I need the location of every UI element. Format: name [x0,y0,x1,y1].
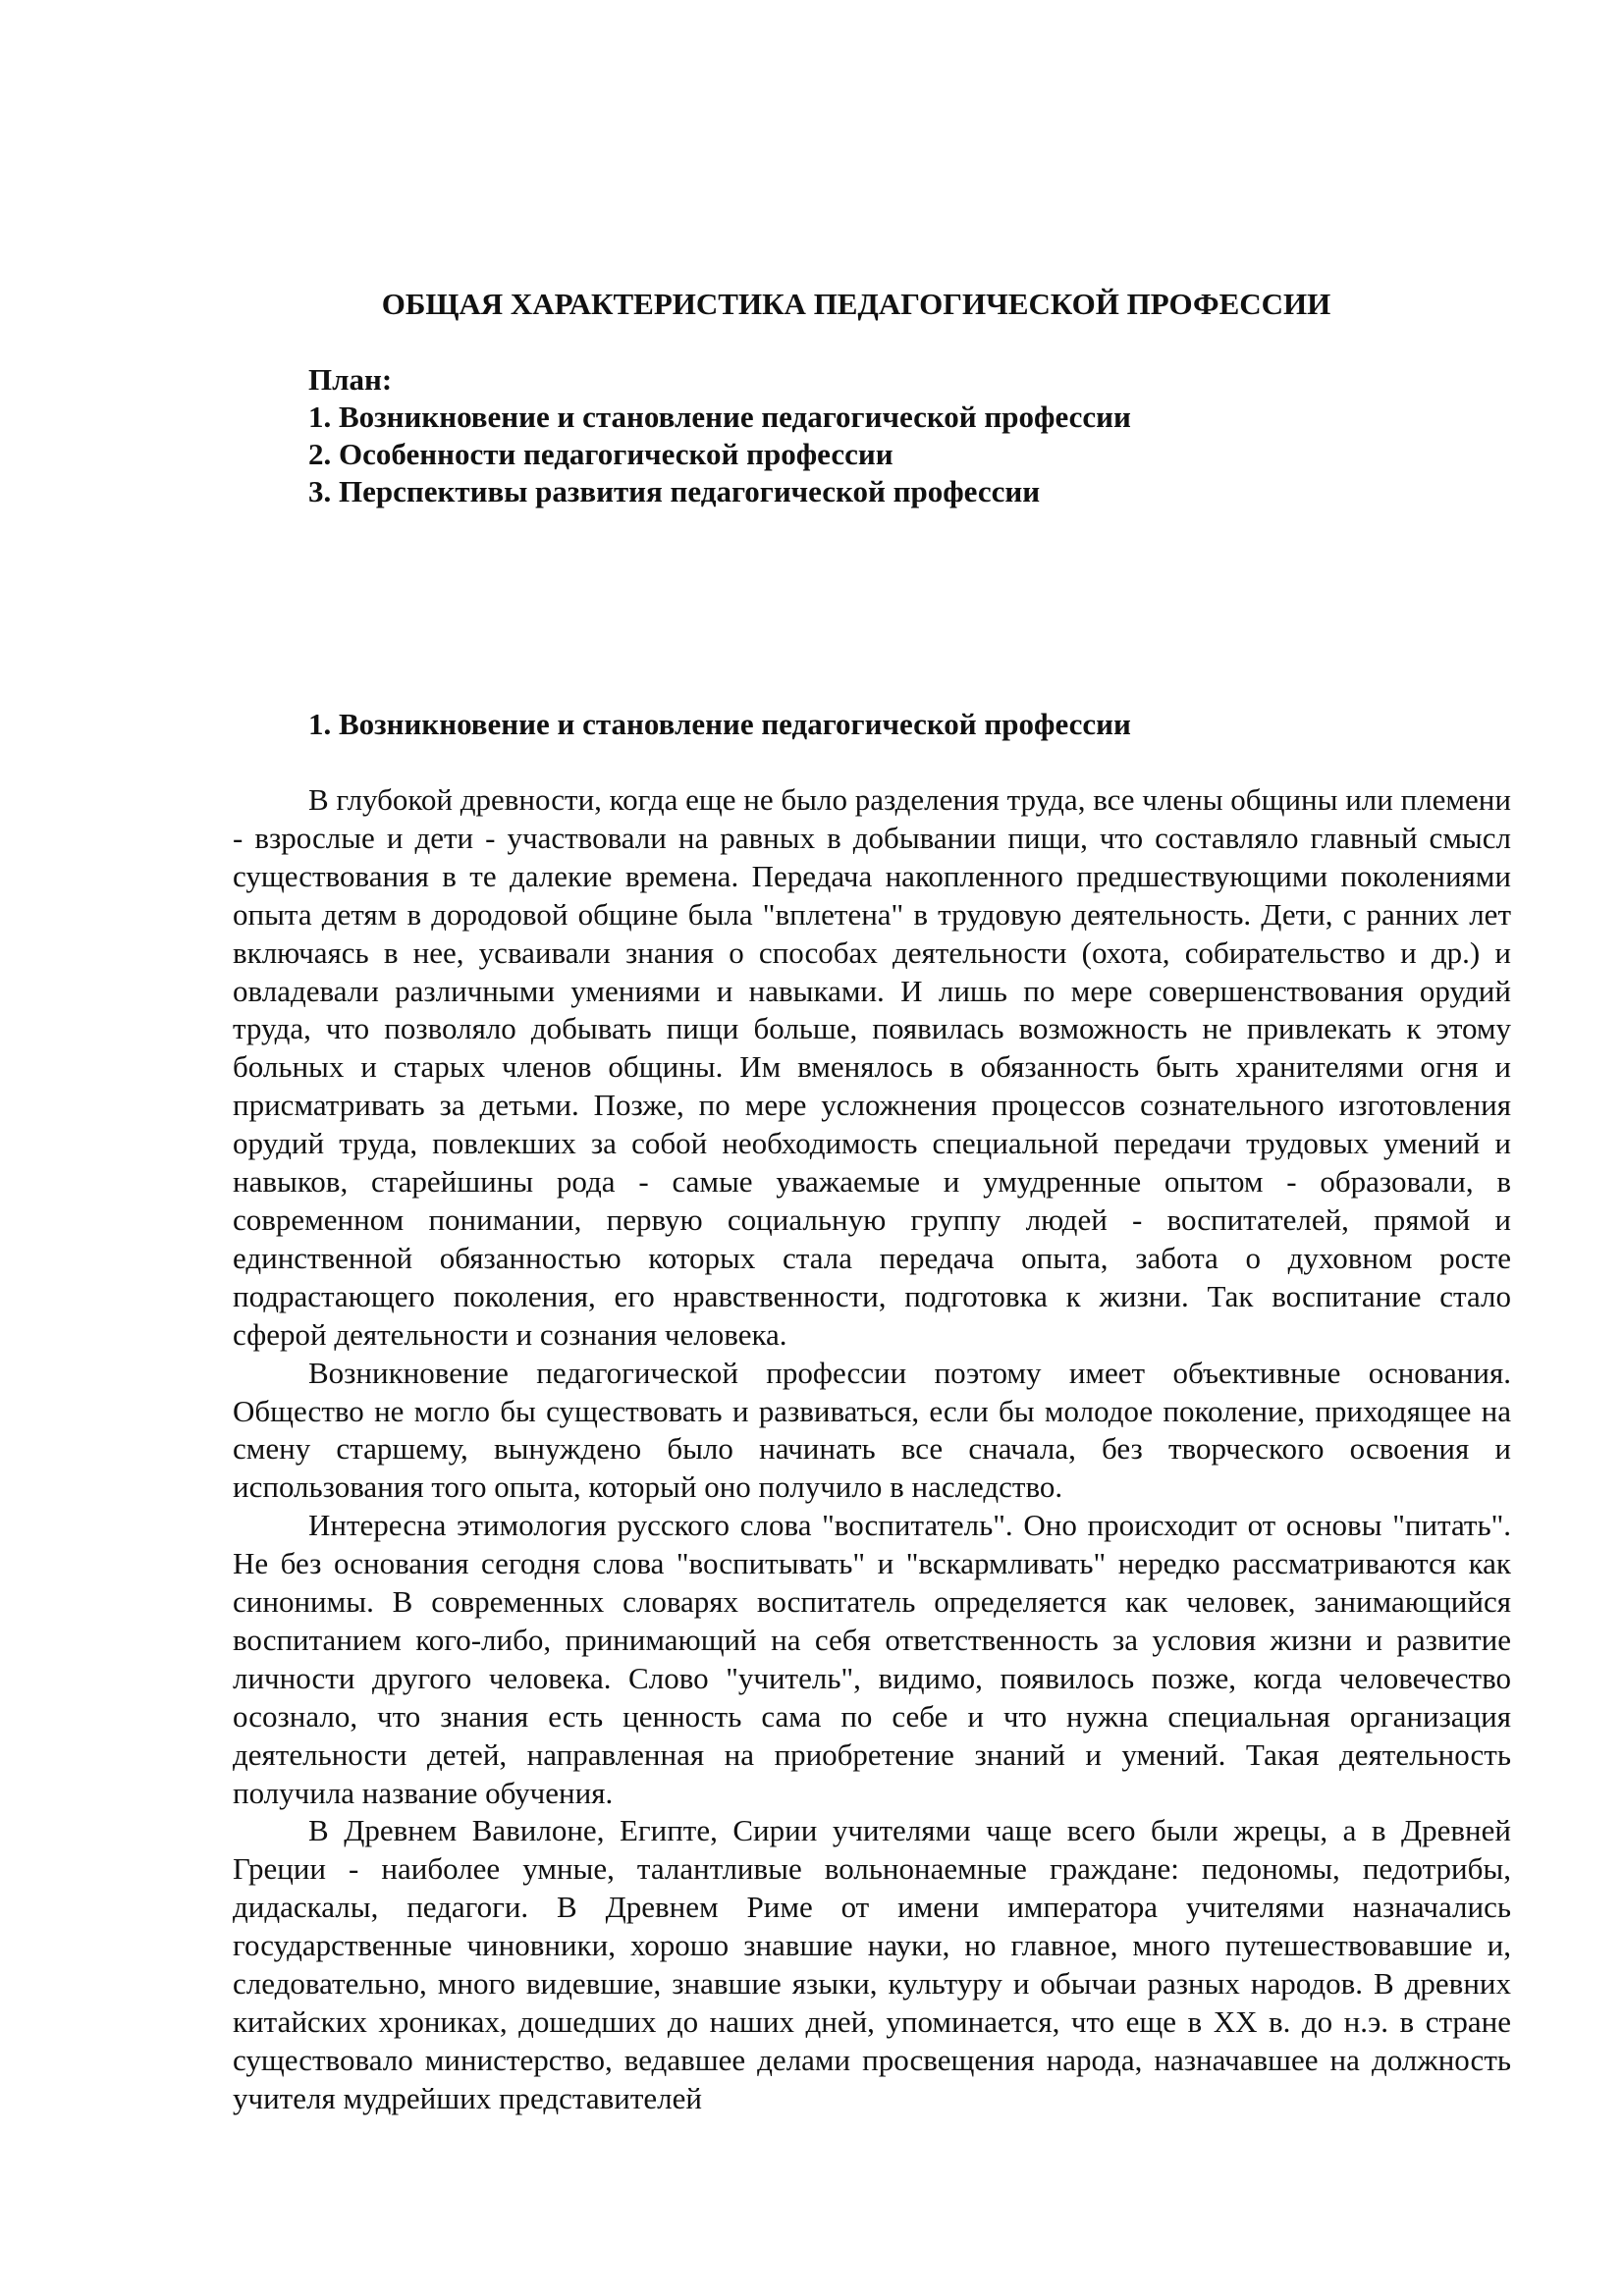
plan-block [308,361,1487,510]
body-paragraph: Возникновение педагогической профессии поэтому имеет объективные основания. Общество не могло бы существовать и развиваться, если бы молодое поколение, приходящее на смену старшему, вынуждено было начинать все сначала, без творческого освоения и использования того опыта, который оно получило в наследство. [233,1355,1511,1505]
document-title: ОБЩАЯ ХАРАКТЕРИСТИКА ПЕДАГОГИЧЕСКОЙ ПРОФЕССИИ [381,287,1331,321]
body-paragraph: Интересна этимология русского слова "воспитатель". Оно происходит от основы "питать". Не без основания сегодня слова "воспитывать" и "вскармливать" нередко рассматриваются как синонимы. В современных словарях воспитатель определяется как человек, занимающийся воспитанием кого-либо, принимающий на себя ответственность за условия жизни и развитие личности другого человека. Слово "учитель", видимо, появилось позже, когда человечество осознало, что знания есть ценность сама по себе и что нужна специальная организация деятельности детей, направленная на приобретение знаний и умений. Такая деятельность получила название обучения. [233,1508,1511,1810]
body-paragraph: В глубокой древности, когда еще не было разделения труда, все члены общины или племени - взрослые и дети - участвовали на равных в добывании пищи, что составляло главный смысл существования в те далекие времена. Передача накопленного предшествующими поколениями опыта детям в дородовой общине была "вплетена" в трудовую деятельность. Дети, с ранних лет включаясь в нее, усваивали знания о способах деятельности (охота, собирательство и др.) и овладевали различными умениями и навыками. И лишь по мере совершенствования орудий труда, что позволяло добывать пищи больше, появилась возможность не привлекать к этому больных и старых членов общины. Им вменялось в обязанность быть хранителями огня и присматривать за детьми. Позже, по мере усложнения процессов сознательного изготовления орудий труда, повлекших за собой необходимость специальной передачи трудовых умений и навыков, старейшины рода - самые уважаемые и умудренные опытом - образовали, в современном понимании, первую социальную группу людей - воспитателей, прямой и единственной обязанностью которых стала передача опыта, забота о духовном росте подрастающего поколения, его нравственности, подготовка к жизни. Так воспитание стало сферой деятельности и сознания человека. [233,782,1511,1352]
section-body [233,781,1511,2118]
plan-item: 3. Перспективы развития педагогической профессии [308,474,1041,508]
plan-item: 1. Возникновение и становление педагогической профессии [308,400,1131,434]
section-heading: 1. Возникновение и становление педагогической профессии [308,707,1131,741]
plan-item: 2. Особенности педагогической профессии [308,437,893,471]
body-paragraph: В Древнем Вавилоне, Египте, Сирии учителями чаще всего были жрецы, а в Древней Греции - наиболее умные, талантливые вольнонаемные граждане: педономы, педотрибы, дидаскалы, педагоги. В Древнем Риме от имени императора учителями назначались государственные чиновники, хорошо знавшие науки, но главное, много путешествовавшие и, следовательно, много видевшие, знавшие языки, культуру и обычаи разных народов. В древних китайских хрониках, дошедших до наших дней, упоминается, что еще в XX в. до н.э. в стране существовало министерство, ведавшее делами просвещения народа, назначавшее на должность учителя мудрейших представителей [233,1813,1511,2115]
plan-label: План: [308,362,393,397]
